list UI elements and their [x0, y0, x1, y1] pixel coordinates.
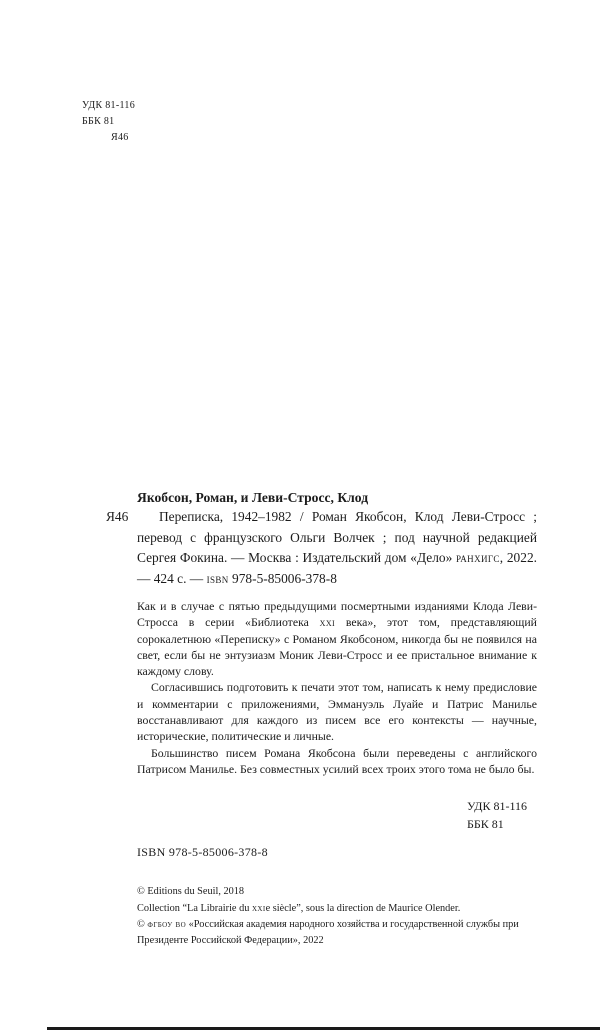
- bbk-code: ББК 81: [467, 817, 504, 832]
- copyright-text: «Российская академия народного хозяйства и государственной службы при Президенте Российской Федерации», 2022: [137, 918, 519, 947]
- bib-text-part-3: 978-5-85006-378-8: [228, 570, 337, 586]
- copyright-text: Collection “La Librairie du: [137, 902, 252, 914]
- bibliographic-record: [106, 488, 537, 949]
- copyright-line: [137, 901, 537, 917]
- roman-numeral: xxi: [319, 615, 336, 630]
- copyright-line: [137, 917, 537, 950]
- annotation-text: века», этот том, представляющий сорокалетнюю «Переписку» с Романом Якобсоном, никогда бы не появился на свет, если бы не энтузиазм Моник Леви-Стросс и ее пристальное внимание к каждому слову.: [137, 615, 537, 679]
- copyright-block: [137, 884, 537, 949]
- bib-text-part-2: , 2022. — 424 с. —: [137, 550, 537, 586]
- annotation-paragraph: Большинство писем Романа Якобсона были переведены с английского Патрисом Манилье. Без совместных усилий всех троих этого тома не было бы.: [137, 745, 537, 776]
- bbk-code: ББК 81: [82, 116, 115, 127]
- copyright-text: e siècle”, sous la direction de Maurice Olender.: [265, 902, 461, 914]
- udk-code: УДК 81-116: [82, 100, 136, 111]
- annotation-text: Как и в случае с пятью предыдущими посмертными изданиями Клода Леви-Стросса в серии «Библиотека: [137, 599, 537, 630]
- roman-numeral: xxi: [251, 902, 266, 914]
- classification-codes-right: [467, 797, 537, 833]
- copyright-text: ©: [137, 918, 148, 930]
- record-author-mark: Я46: [106, 509, 129, 524]
- author-mark: Я46: [111, 132, 129, 143]
- bottom-rule: [47, 1027, 600, 1030]
- publisher-abbreviation: ранхигс: [456, 550, 500, 565]
- annotation-paragraph: [137, 598, 537, 679]
- bibliographic-description: [106, 507, 537, 589]
- record-heading: Якобсон, Роман, и Леви-Стросс, Клод: [137, 490, 369, 505]
- copyright-line: © Editions du Seuil, 2018: [137, 886, 245, 898]
- isbn: ISBN 978-5-85006-378-8: [137, 845, 268, 860]
- annotation-paragraph: Согласившись подготовить к печати этот том, написать к нему предисловие и комментарии с приложениями, Эммануэль Луайе и Патрис Манилье восстанавливают для каждого из писем все его контексты — научные, исторические, политические и личные.: [137, 680, 537, 744]
- isbn-label: isbn: [206, 570, 229, 586]
- classification-codes-top: [82, 98, 135, 146]
- institution-abbreviation: фгбоу во: [147, 918, 187, 930]
- udk-code: УДК 81-116: [467, 799, 528, 814]
- bib-text-part-1: Переписка, 1942–1982 / Роман Якобсон, Клод Леви-Стросс ; перевод с французского Ольги Волчек ; под научной редакцией Сергея Фокина. — Москва : Издательский дом «Дело»: [137, 509, 537, 565]
- annotation: [137, 598, 537, 777]
